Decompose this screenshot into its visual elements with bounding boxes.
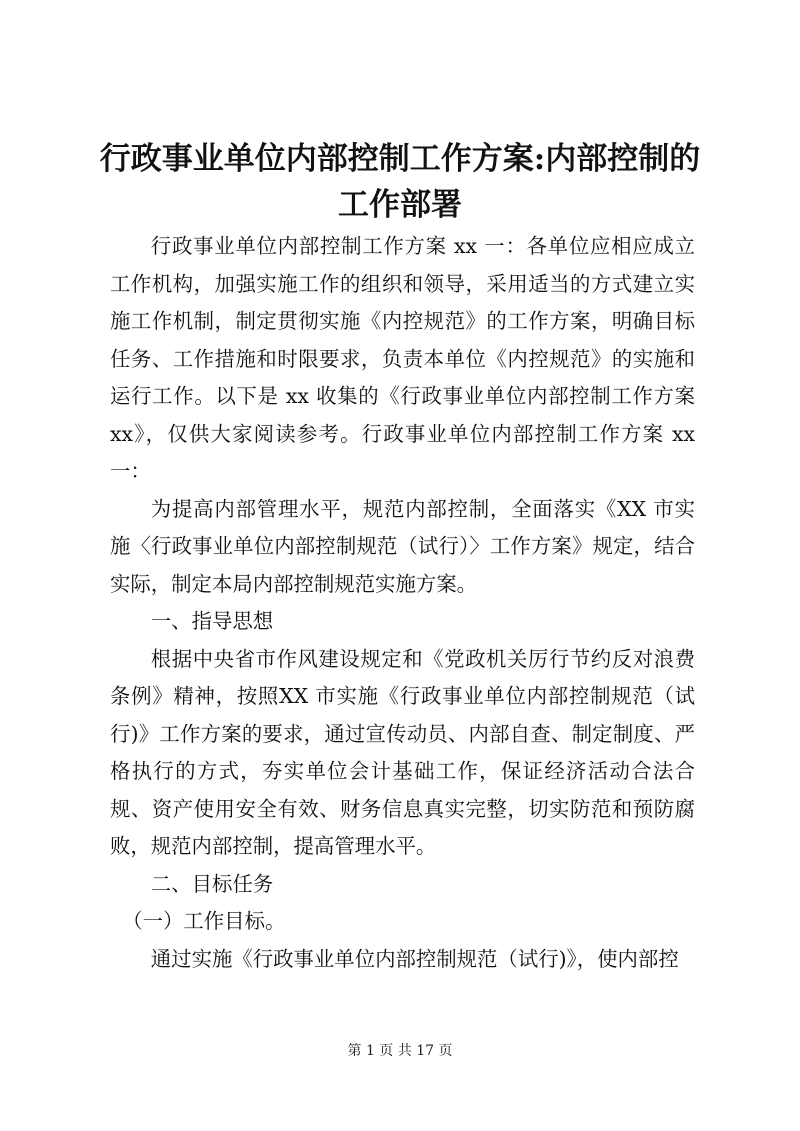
document-body: [110, 228, 695, 978]
paragraph-intro: 行政事业单位内部控制工作方案 xx 一：各单位应相应成立工作机构，加强实施工作的组织和领导，采用适当的方式建立实施工作机制，制定贯彻实施《内控规范》的工作方案，明确目标任务、工作措施和时限要求，负责本单位《内控规范》的实施和运行工作。以下是 xx 收集的《行政事业单位内部控制工作方案 xx》，仅供大家阅读参考。行政事业单位内部控制工作方案 xx 一：: [110, 234, 695, 483]
paragraph-purpose: 为提高内部管理水平，规范内部控制，全面落实《XX 市实施〈行政事业单位内部控制规范（试行）〉工作方案》规定，结合实际，制定本局内部控制规范实施方案。: [110, 496, 695, 596]
section-heading-goals: 二、目标任务: [150, 871, 274, 896]
paragraph-guiding-ideology: 根据中央省市作风建设规定和《党政机关厉行节约反对浪费条例》精神，按照XX 市实施《行政事业单位内部控制规范（试行)》工作方案的要求，通过宣传动员、内部自查、制定制度、严格执行的方式，夯实单位会计基础工作，保证经济活动合法合规、资产使用安全有效、财务信息真实完整，切实防范和预防腐败，规范内部控制，提高管理水平。: [110, 646, 695, 858]
page-footer: 第 1 页 共 17 页: [347, 1043, 453, 1059]
subsection-heading-work-goals: （一）工作目标。: [122, 909, 286, 933]
document-title: 行政事业单位内部控制工作方案:内部控制的工作部署: [99, 141, 701, 223]
paragraph-work-goals: 通过实施《行政事业单位内部控制规范（试行)》，使内部控: [150, 946, 679, 971]
section-heading-guiding-ideology: 一、指导思想: [150, 609, 274, 633]
